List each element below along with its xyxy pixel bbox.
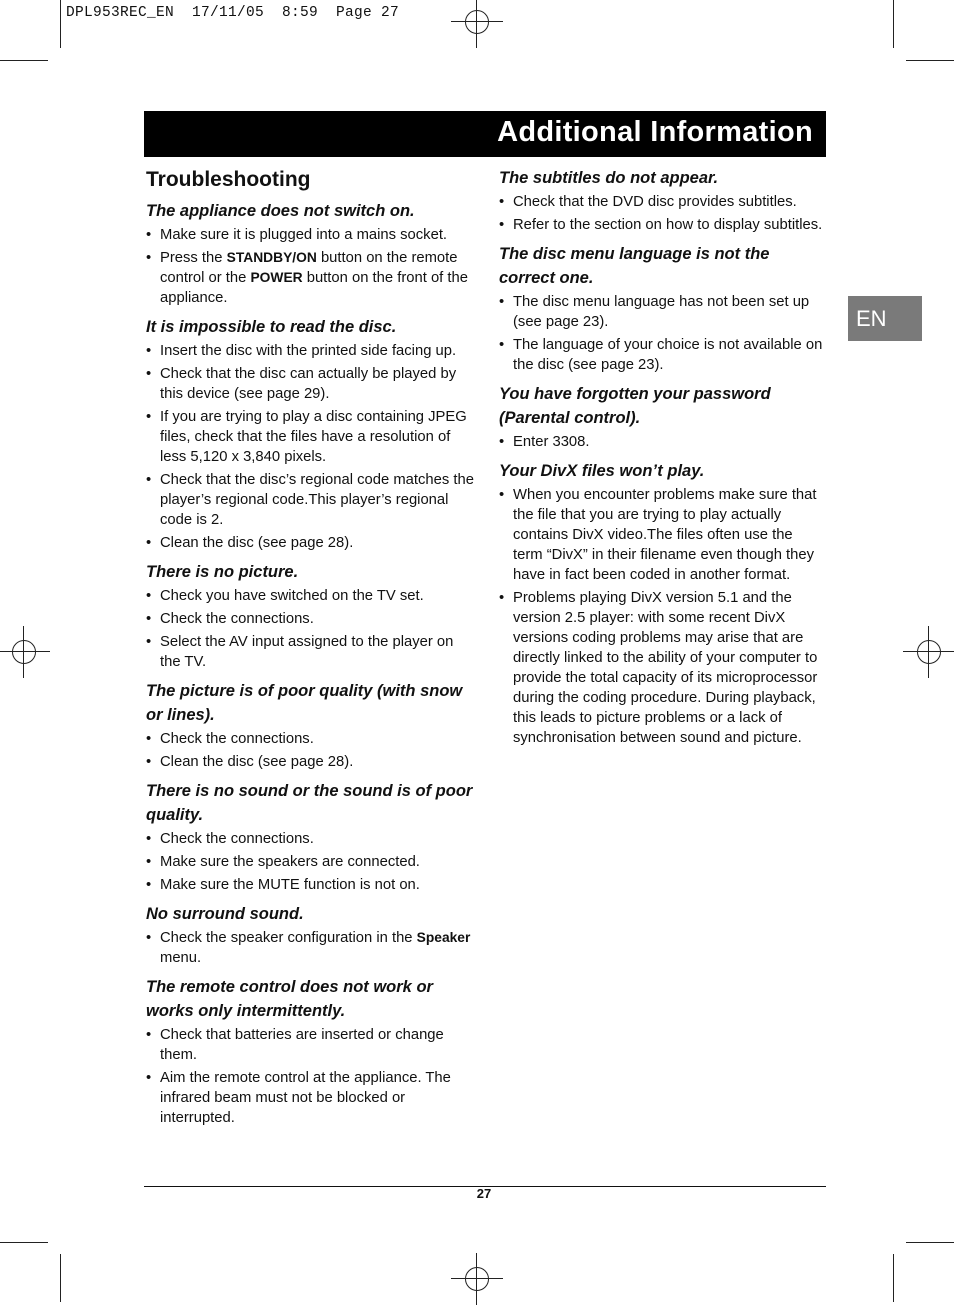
solution-item: • Check the speaker configuration in the Speaker menu. bbox=[146, 928, 474, 968]
print-slug: DPL953REC_EN 17/11/05 8:59 Page 27 bbox=[66, 5, 400, 21]
troubleshooting-block bbox=[499, 382, 824, 452]
problem-heading: The remote control does not work or works only intermittently. bbox=[146, 978, 433, 1021]
problem-heading: There is no sound or the sound is of poor quality. bbox=[146, 782, 473, 825]
solution-item: • Check that the disc’s regional code matches the player’s regional code.This player’s regional code is 2. bbox=[146, 470, 474, 530]
problem-heading: It is impossible to read the disc. bbox=[146, 318, 397, 337]
solution-list bbox=[146, 1025, 474, 1128]
solution-item: • Make sure it is plugged into a mains socket. bbox=[146, 225, 474, 245]
solution-item: • Clean the disc (see page 28). bbox=[146, 533, 474, 553]
solution-item: • If you are trying to play a disc containing JPEG files, check that the files have a resolution of less 5,120 x 3,840 pixels. bbox=[146, 407, 474, 467]
problem-heading: The subtitles do not appear. bbox=[499, 169, 719, 187]
solution-item: • Check the connections. bbox=[146, 729, 474, 749]
solution-list bbox=[499, 292, 824, 375]
registration-mark-icon bbox=[0, 626, 50, 678]
troubleshooting-block bbox=[146, 779, 474, 895]
solution-item: • Refer to the section on how to display subtitles. bbox=[499, 215, 824, 235]
solution-item: • Enter 3308. bbox=[499, 432, 824, 452]
solution-list bbox=[146, 829, 474, 895]
crop-mark bbox=[906, 60, 954, 61]
keyword: Speaker bbox=[416, 930, 471, 946]
solution-item: • Check that the disc can actually be played by this device (see page 29). bbox=[146, 364, 474, 404]
page-title: Additional Information bbox=[497, 116, 813, 148]
crop-mark bbox=[60, 1254, 61, 1302]
solution-list bbox=[146, 928, 474, 968]
solution-item: • Make sure the speakers are connected. bbox=[146, 852, 474, 872]
troubleshooting-block bbox=[146, 560, 474, 672]
solution-item: • Check that the DVD disc provides subtitles. bbox=[499, 192, 824, 212]
solution-list bbox=[146, 341, 474, 553]
right-blocks bbox=[499, 166, 824, 748]
solution-item: • When you encounter problems make sure that the file that you are trying to play actually contains DivX video.The files often use the term “DivX” in their filename even though they have in fact been coded in another format. bbox=[499, 485, 824, 585]
solution-list bbox=[499, 192, 824, 235]
solution-list bbox=[499, 485, 824, 748]
solution-item: • Problems playing DivX version 5.1 and the version 2.5 player: with some recent DivX versions coding problems may arise that are directly linked to the ability of your computer to provide the total capacity of its microprocessor during the coding procedure. During playback, this leads to picture problems or a lack of synchronisation between sound and picture. bbox=[499, 588, 824, 748]
solution-list bbox=[146, 225, 474, 308]
solution-item: • Check the connections. bbox=[146, 829, 474, 849]
crop-mark bbox=[893, 0, 894, 48]
solution-item: • Check that batteries are inserted or change them. bbox=[146, 1025, 474, 1065]
solution-item: • Press the STANDBY/ON button on the remote control or the POWER button on the front of the appliance. bbox=[146, 248, 474, 308]
solution-item: • Make sure the MUTE function is not on. bbox=[146, 875, 474, 895]
problem-heading: The picture is of poor quality (with snow or lines). bbox=[146, 682, 463, 725]
problem-heading: There is no picture. bbox=[146, 563, 299, 582]
solution-list bbox=[146, 586, 474, 672]
left-column bbox=[146, 166, 474, 1135]
keyword: POWER bbox=[250, 270, 303, 286]
solution-item: • Select the AV input assigned to the player on the TV. bbox=[146, 632, 474, 672]
problem-heading: The disc menu language is not the correct one. bbox=[499, 245, 770, 287]
section-title: Troubleshooting bbox=[146, 168, 311, 191]
troubleshooting-block bbox=[146, 199, 474, 308]
solution-list bbox=[146, 729, 474, 772]
crop-mark bbox=[893, 1254, 894, 1302]
troubleshooting-block bbox=[499, 242, 824, 375]
problem-heading: You have forgotten your password (Parental control). bbox=[499, 385, 771, 427]
solution-item: • Aim the remote control at the appliance. The infrared beam must not be blocked or interrupted. bbox=[146, 1068, 474, 1128]
solution-list bbox=[499, 432, 824, 452]
troubleshooting-block bbox=[146, 902, 474, 968]
crop-mark bbox=[60, 0, 61, 48]
crop-mark bbox=[906, 1242, 954, 1243]
solution-item: • The language of your choice is not available on the disc (see page 23). bbox=[499, 335, 824, 375]
troubleshooting-block bbox=[499, 166, 824, 235]
right-column bbox=[499, 166, 824, 755]
left-blocks bbox=[146, 199, 474, 1128]
troubleshooting-block bbox=[146, 679, 474, 772]
registration-mark-icon bbox=[903, 626, 954, 678]
header-bar bbox=[144, 111, 826, 157]
solution-item: • Check you have switched on the TV set. bbox=[146, 586, 474, 606]
keyword: STANDBY/ON bbox=[226, 250, 317, 266]
problem-heading: No surround sound. bbox=[146, 905, 304, 924]
crop-mark bbox=[0, 1242, 48, 1243]
solution-item: • Clean the disc (see page 28). bbox=[146, 752, 474, 772]
registration-mark-icon bbox=[451, 0, 503, 48]
solution-item: • Check the connections. bbox=[146, 609, 474, 629]
solution-item: • The disc menu language has not been set up (see page 23). bbox=[499, 292, 824, 332]
troubleshooting-block bbox=[146, 975, 474, 1128]
problem-heading: Your DivX files won’t play. bbox=[499, 462, 705, 480]
problem-heading: The appliance does not switch on. bbox=[146, 202, 415, 221]
crop-mark bbox=[0, 60, 48, 61]
solution-item: • Insert the disc with the printed side facing up. bbox=[146, 341, 474, 361]
troubleshooting-block bbox=[146, 315, 474, 553]
troubleshooting-block bbox=[499, 459, 824, 748]
page-number: 27 bbox=[476, 1186, 492, 1201]
registration-mark-icon bbox=[451, 1253, 503, 1305]
language-tab: EN bbox=[848, 296, 922, 341]
